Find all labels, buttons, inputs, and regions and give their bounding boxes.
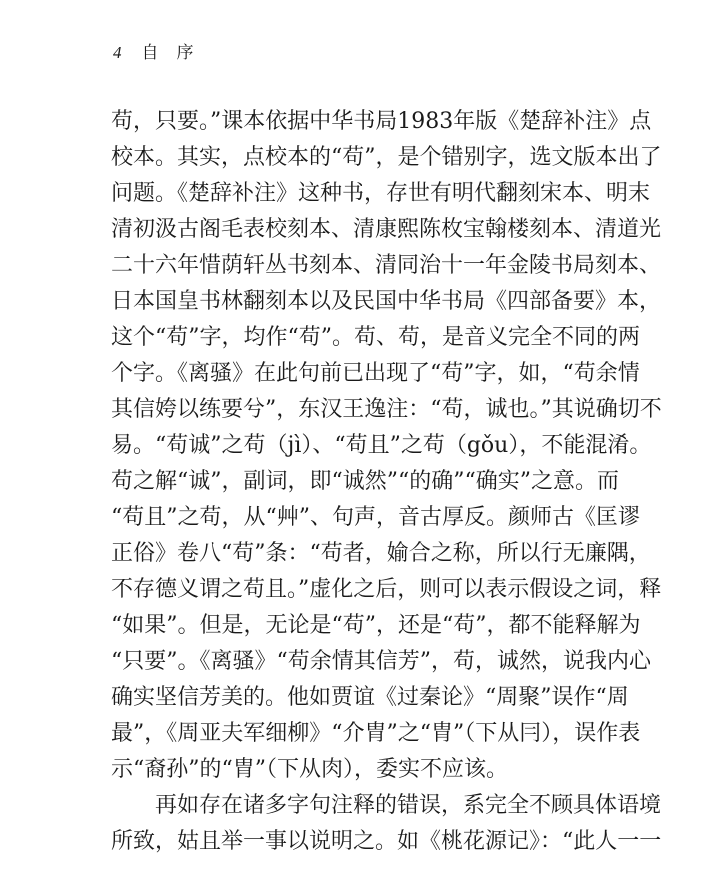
- text-line: 所致，姑且举一事以说明之。如《桃花源记》：“此人一一: [111, 829, 662, 854]
- text-line: 再如存在诸多字句注释的错误，系完全不顾具体语境: [155, 793, 662, 818]
- text-line: 苟，只要。”课本依据中华书局1983年版《楚辞补注》点: [111, 109, 652, 134]
- text-line: 易。“苟诚”之苟（jì）、“苟且”之苟（gǒu），不能混淆。: [111, 433, 652, 458]
- page-number: 4: [113, 43, 122, 62]
- text-line: 问题。《楚辞补注》这种书，存世有明代翻刻宋本、明末: [111, 181, 651, 206]
- text-line: 二十六年惜荫轩丛书刻本、清同治十一年金陵书局刻本、: [111, 253, 662, 278]
- text-line: “如果”。但是，无论是“苟”，还是“苟”，都不能释解为: [111, 613, 641, 638]
- text-line: “苟且”之苟，从“艸”、句声，音古厚反。颜师古《匡谬: [111, 505, 640, 530]
- text-line: 不存德义谓之苟且。”虚化之后，则可以表示假设之词，释: [111, 577, 662, 602]
- text-line: 这个“苟”字，均作“苟”。苟、苟，是音义完全不同的两: [111, 325, 640, 350]
- text-line: 个字。《离骚》在此句前已出现了“苟”字，如，“苟余情: [111, 361, 640, 386]
- body-text: [111, 104, 662, 860]
- text-line: 确实坚信芳美的。他如贾谊《过秦论》“周聚”误作“周: [111, 685, 629, 710]
- text-line: 正俗》卷八“苟”条：“苟者，媮合之称，所以行无廉隅，: [111, 541, 651, 566]
- text-line: 苟之解“诚”，副词，即“诚然”“的确”“确实”之意。而: [111, 469, 619, 494]
- text-line: 校本。其实，点校本的“苟”，是个错别字，选文版本出了: [111, 145, 662, 170]
- text-line: “只要”。《离骚》“苟余情其信芳”，苟，诚然，说我内心: [111, 649, 651, 674]
- running-header: [113, 38, 212, 63]
- text-line: 示“裔孙”的“胄”（下从肉），委实不应该。: [111, 757, 508, 782]
- running-title: 自序: [141, 43, 212, 63]
- text-line: 清初汲古阁毛表校刻本、清康熙陈枚宝翰楼刻本、清道光: [111, 217, 662, 242]
- text-line: 最”，《周亚夫军细柳》“介胄”之“胄”（下从冃），误作表: [111, 721, 641, 746]
- text-line: 日本国皇书林翻刻本以及民国中华书局《四部备要》本，: [111, 289, 662, 314]
- text-line: 其信姱以练要兮”，东汉王逸注：“苟，诚也。”其说确切不: [111, 397, 662, 422]
